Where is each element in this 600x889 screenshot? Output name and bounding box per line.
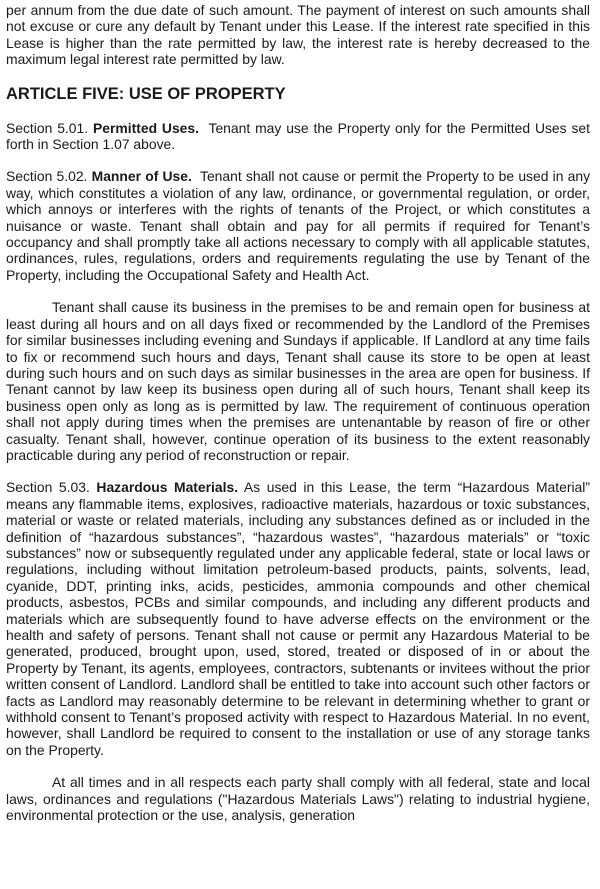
section-number: Section 5.03. — [6, 479, 90, 496]
section-title: Permitted Uses. — [92, 119, 199, 136]
intro-paragraph: per annum from the due date of such amount. The payment of interest on such amounts shall not excuse or cure any default by Tenant under this Lease. If the interest rate specified in this Lease is higher than the rate permitted by law, the interest rate is hereby decreased to the maximum legal interest rate permitted by law. — [6, 2, 590, 68]
section-body: Tenant may use the Property only for the Permitted Uses set forth in Section 1.07 above. — [6, 119, 590, 153]
section-5-02-paragraph-2: Tenant shall cause its business in the premises to be and remain open for business at least during all hours and on all days fixed or recommended by the Landlord of the Premises for similar businesses including evening and Sundays if applicable. If Landlord at any time fails to fix or recommend such hours and days, Tenant shall cause its store to be open at least during such hours and on such days as similar businesses in the area are open for business. If Tenant cannot by law keep its business open during all of such hours, Tenant shall keep its business open only as long as is permitted by law. The requirement of continuous operation shall not apply during times when the premises are untenantable by reason of fire or other casualty. Tenant shall, however, continue operation of its business to the extent reasonably practicable during any period of reconstruction or repair. — [6, 299, 590, 463]
section-title: Hazardous Materials. — [96, 479, 239, 496]
page-bottom-edge — [0, 881, 600, 889]
section-number: Section 5.02. — [6, 168, 88, 185]
section-body: As used in this Lease, the term “Hazardous Material” means any flammable items, explosives, radioactive materials, hazardous or toxic substances, material or waste or related materials, including any substances defined as or included in the definition of “hazardous substances”, “hazardous wastes”, “hazardous materials” or “toxic substances” now or subsequently regulated under any applicable federal, state or local laws or regulations, including without limitation petroleum-based products, paints, solvents, lead, cyanide, DDT, printing inks, acids, pesticides, ammonia compounds and other chemical products, asbestos, PCBs and similar compounds, and including any different products and materials which are subsequently found to have adverse effects on the environment or the health and safety of persons. Tenant shall not cause or permit any Hazardous Material to be generated, produced, brought upon, used, stored, treated or disposed of in or about the Property by Tenant, its agents, employees, contractors, subtenants or invitees without the prior written consent of Landlord. Landlord shall be entitled to take into account such other factors or facts as Landlord may reasonably determine to be relevant in determining whether to grant or withhold consent to Tenant’s proposed activity with respect to Hazardous Material. In no event, however, shall Landlord be required to consent to the installation or use of any storage tanks on the Property. — [6, 479, 590, 758]
section-title: Manner of Use. — [91, 168, 192, 185]
section-body: Tenant shall not cause or permit the Property to be used in any way, which constitutes a violation of any law, ordinance, or governmental regulation, or order, which annoys or interferes with the rights of tenants of the Project, or which constitutes a nuisance or waste. Tenant shall obtain and pay for all permits if required for Tenant’s occupancy and shall promptly take all actions necessary to comply with all applicable statutes, ordinances, rules, regulations, orders and requirements regulating the use by Tenant of the Property, including the Occupational Safety and Health Act. — [6, 168, 591, 283]
section-5-03 — [6, 479, 590, 758]
section-5-03-paragraph-2: At all times and in all respects each party shall comply with all federal, state and local laws, ordinances and regulations ("Hazardous Materials Laws") relating to industrial hygiene, environmental protection or the use, analysis, generation — [6, 774, 590, 824]
section-5-02 — [6, 168, 590, 283]
section-5-01 — [6, 120, 590, 153]
section-number: Section 5.01. — [6, 119, 89, 136]
article-heading: ARTICLE FIVE: USE OF PROPERTY — [6, 84, 286, 103]
